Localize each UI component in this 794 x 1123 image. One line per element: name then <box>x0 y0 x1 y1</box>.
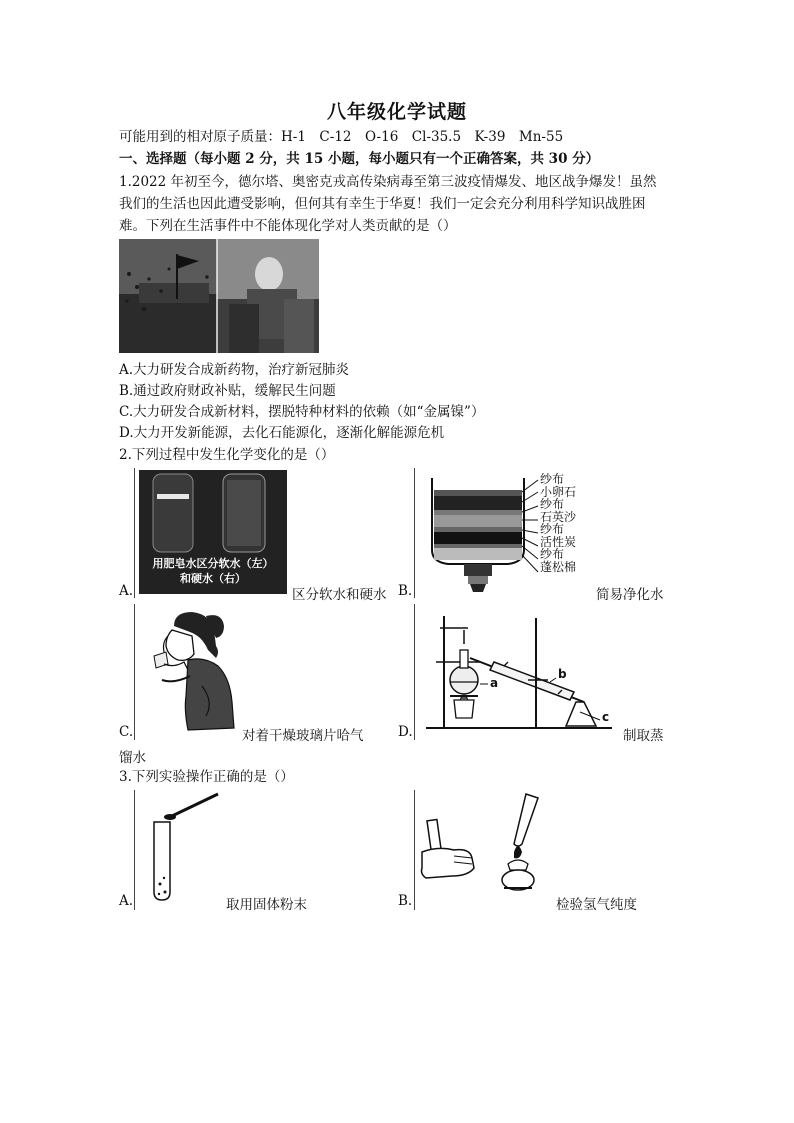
q3-b-hydrogen-test-illustration <box>418 792 558 904</box>
q2-b-divider <box>414 468 415 598</box>
q2-c-girl-illustration <box>144 606 244 734</box>
q1-photo <box>119 239 319 353</box>
q1-stem-line3: 难。下列在生活事件中不能体现化学对人类贡献的是（） <box>119 218 457 234</box>
q2-d-letter: D. <box>398 724 413 740</box>
q3-b-divider <box>414 790 415 910</box>
q2-a-caption-1: 用肥皂水区分软水（左） <box>152 557 274 570</box>
filter-layer-6: 活性炭 <box>540 534 577 549</box>
label-b: b <box>558 667 567 681</box>
q2-d-distillation-diagram <box>424 608 614 734</box>
filter-layer-5: 纱布 <box>540 522 565 536</box>
q2-b-filter-diagram <box>428 470 613 595</box>
filter-layer-1: 纱布 <box>540 472 565 486</box>
q2-c-divider <box>134 604 135 740</box>
q2-b-text: 简易净化水 <box>596 587 664 603</box>
page-title: 八年级化学试题 <box>326 101 467 123</box>
atomic-masses: 可能用到的相对原子质量：H-1 C-12 O-16 Cl-35.5 K-39 Mn-55 <box>119 129 564 145</box>
q2-stem: 2.下列过程中发生化学变化的是（） <box>119 447 335 463</box>
q3-a-text: 取用固体粉末 <box>226 897 307 913</box>
filter-layer-2: 小卵石 <box>540 484 577 499</box>
label-c: c <box>602 710 610 724</box>
section-heading: 一、选择题（每小题 2 分，共 15 小题，每小题只有一个正确答案，共 30 分） <box>119 151 600 167</box>
filter-layer-8: 蓬松棉 <box>540 559 577 574</box>
filter-layer-4: 石英沙 <box>540 509 577 524</box>
q2-d-text-part2: 馏水 <box>119 750 146 766</box>
q1-option-b: B.通过政府财政补贴，缓解民生问题 <box>119 383 336 399</box>
q2-d-text-part1: 制取蒸 <box>623 728 664 744</box>
q2-c-letter: C. <box>119 724 134 740</box>
q1-option-c: C.大力研发合成新材料，摆脱特种材料的依赖（如“金属镍”） <box>119 404 485 420</box>
q2-a-caption-2: 和硬水（右） <box>180 572 246 585</box>
q2-b-letter: B. <box>398 583 413 599</box>
q1-stem-line2: 我们的生活也因此遭受影响，但何其有幸生于华夏！我们一定会充分利用科学知识战胜困 <box>119 196 646 212</box>
label-a: a <box>490 676 499 690</box>
q3-a-letter: A. <box>119 893 134 909</box>
q2-c-text: 对着干燥玻璃片哈气 <box>242 728 364 744</box>
q2-a-divider <box>134 468 135 598</box>
filter-layer-3: 纱布 <box>540 497 565 511</box>
q3-b-text: 检验氢气纯度 <box>556 897 637 913</box>
q3-a-powder-illustration <box>148 792 228 904</box>
q1-stem-line1: 1.2022 年初至今，德尔塔、奥密克戎高传染病毒至第三波疫情爆发、地区战争爆发！虽然 <box>119 174 657 190</box>
q3-a-divider <box>134 790 135 910</box>
q2-d-divider <box>414 604 415 740</box>
q1-option-d: D.大力开发新能源，去化石能源化，逐渐化解能源危机 <box>119 425 445 441</box>
q2-a-text: 区分软水和硬水 <box>292 587 387 603</box>
q3-b-letter: B. <box>398 893 413 909</box>
filter-layer-7: 纱布 <box>540 547 565 561</box>
q2-a-letter: A. <box>119 583 134 599</box>
q1-option-a: A.大力研发合成新药物，治疗新冠肺炎 <box>119 362 350 378</box>
q2-a-image <box>139 470 287 594</box>
q3-stem: 3.下列实验操作正确的是（） <box>119 769 294 785</box>
